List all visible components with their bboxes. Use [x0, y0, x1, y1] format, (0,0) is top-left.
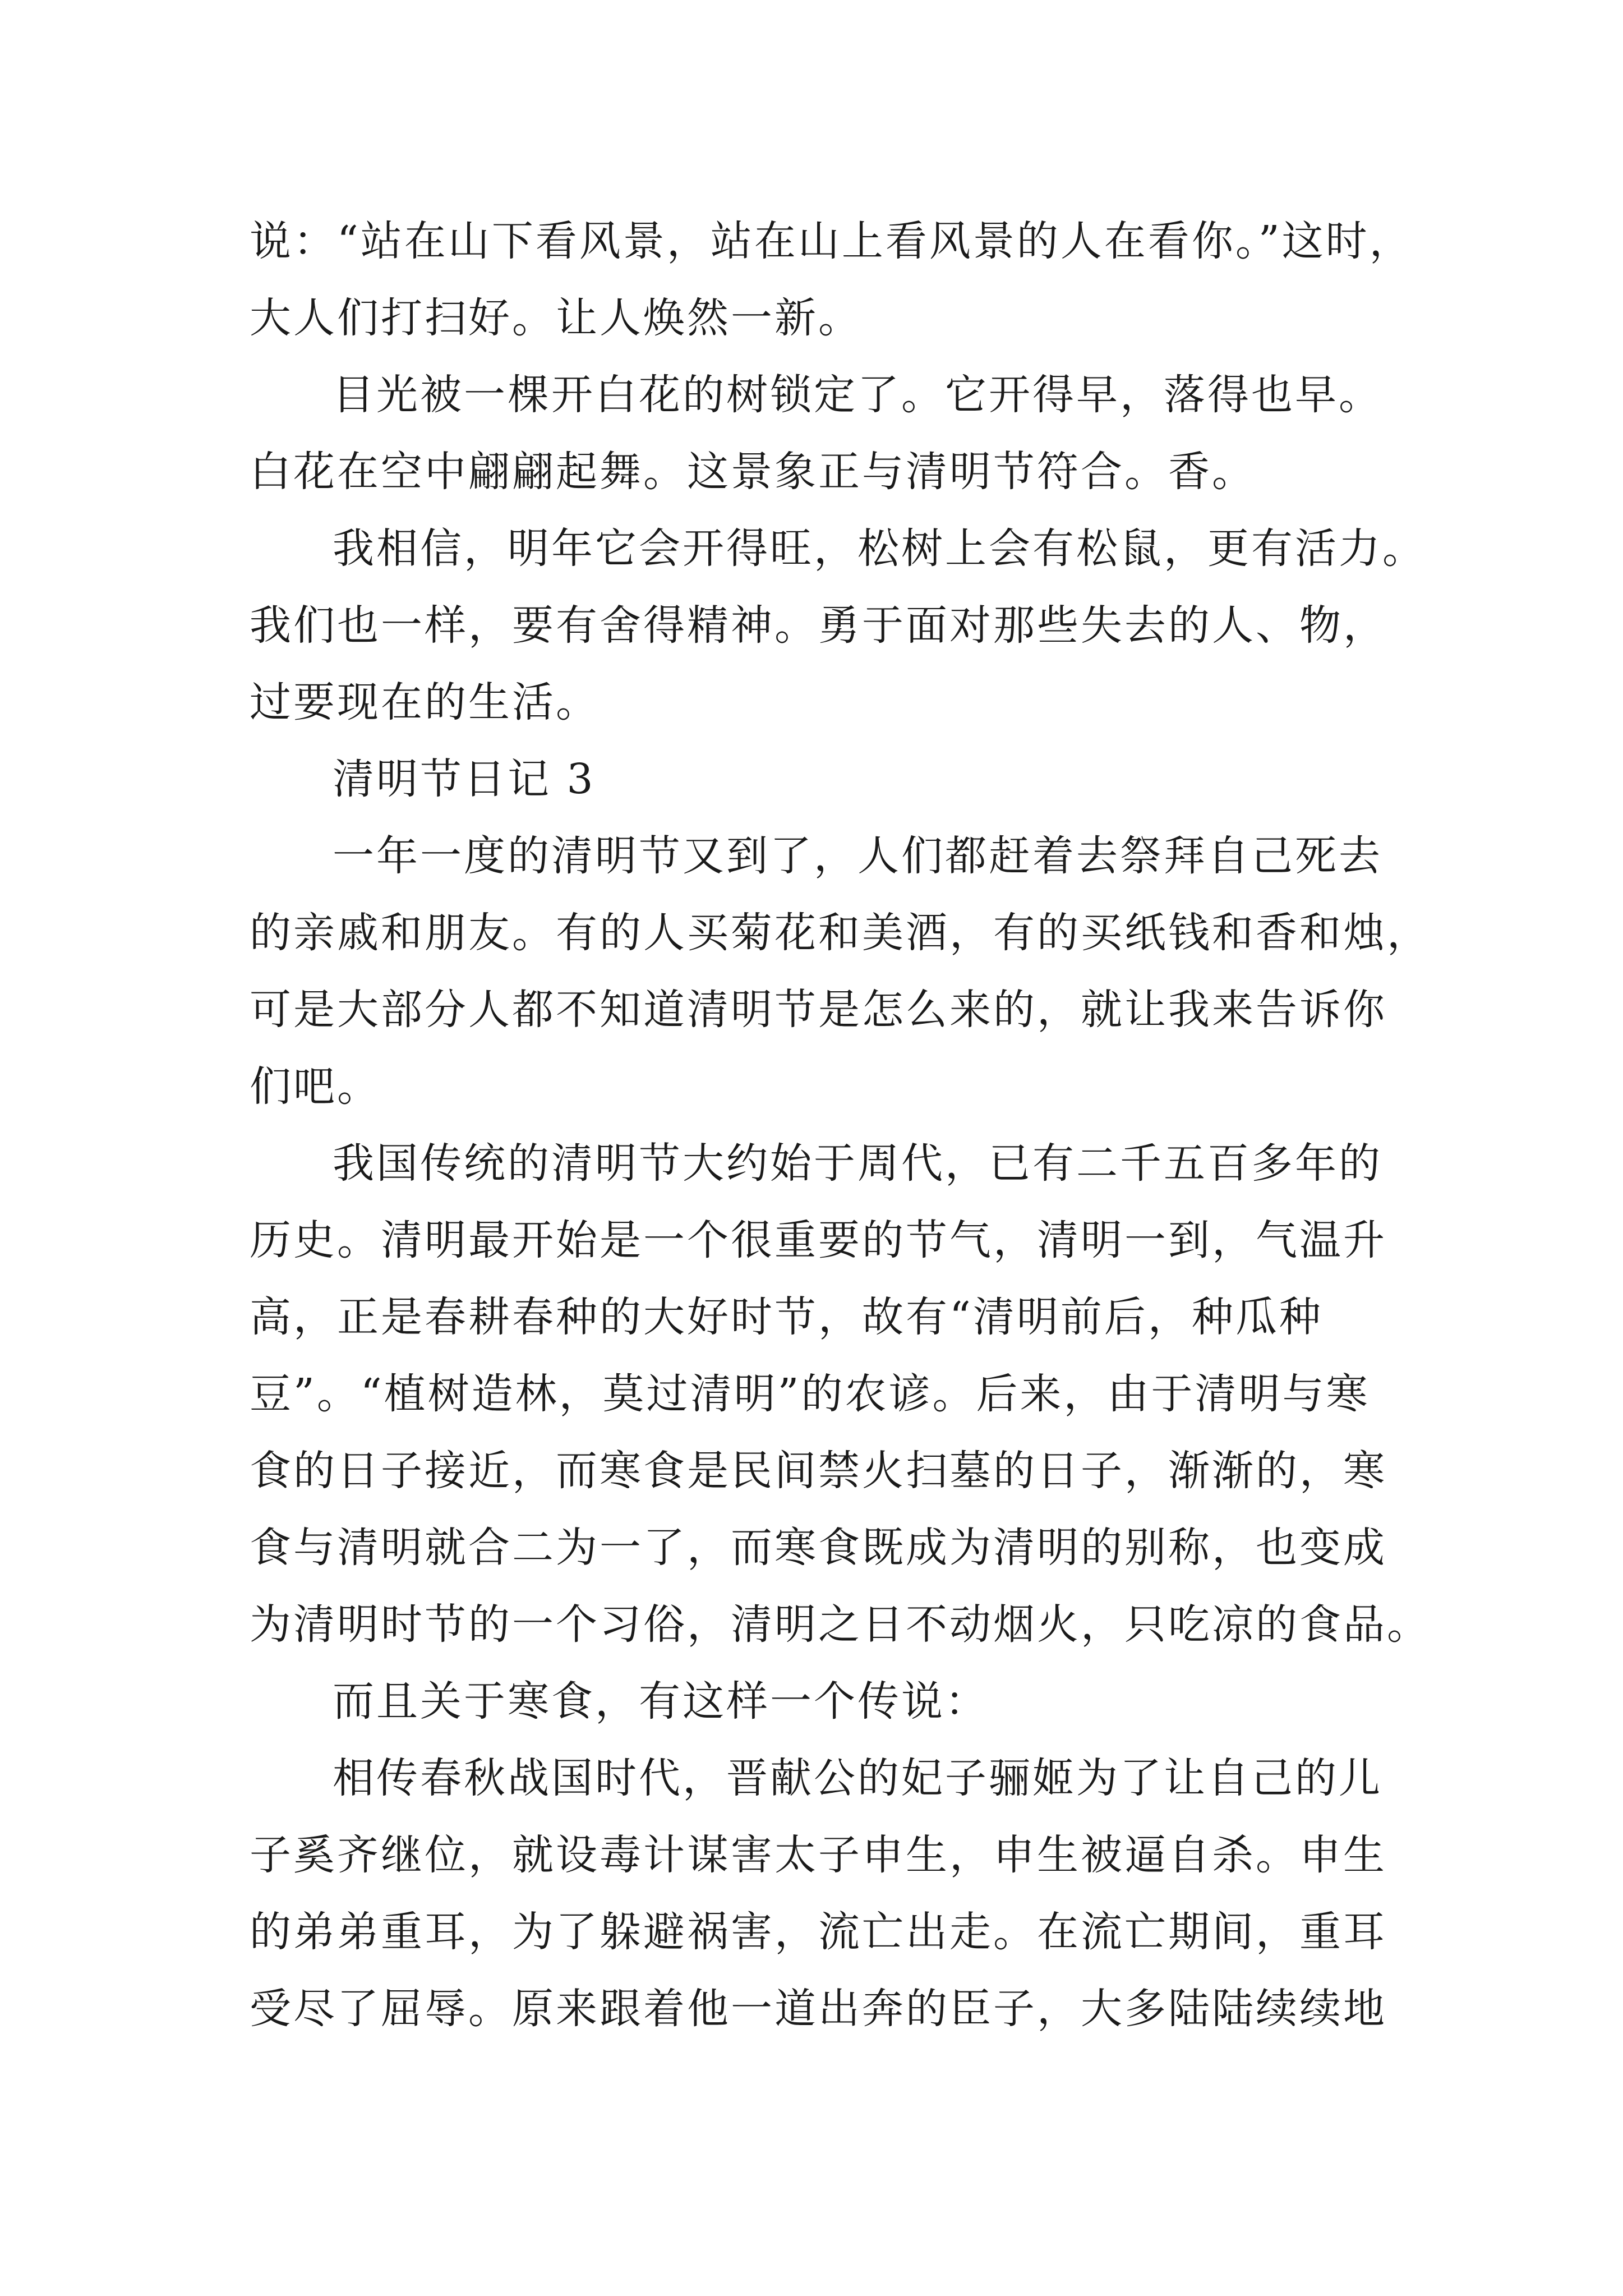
text-line: 说：“站在山下看风景，站在山上看风景的人在看你。”这时， [250, 217, 1413, 265]
text-line: 的弟弟重耳，为了躲避祸害，流亡出走。在流亡期间，重耳 [250, 1908, 1387, 1956]
text-line: 白花在空中翩翩起舞。这景象正与清明节符合。香。 [250, 448, 1256, 496]
text-line: 的亲戚和朋友。有的人买菊花和美酒，有的买纸钱和香和烛， [250, 909, 1431, 957]
text-line: 历史。清明最开始是一个很重要的节气，清明一到，气温升 [250, 1216, 1387, 1264]
text-line: 而且关于寒食，有这样一个传说： [333, 1677, 989, 1726]
text-line: 目光被一棵开白花的树锁定了。它开得早，落得也早。 [333, 371, 1382, 419]
text-line: 们吧。 [250, 1062, 381, 1111]
text-line: 相传春秋战国时代，晋献公的妃子骊姬为了让自己的儿 [333, 1754, 1382, 1802]
text-line: 过要现在的生活。 [250, 678, 600, 726]
text-line: 大人们打扫好。让人焕然一新。 [250, 294, 862, 342]
text-line: 为清明时节的一个习俗，清明之日不动烟火，只吃凉的食品。 [250, 1600, 1431, 1649]
text-line: 食与清明就合二为一了，而寒食既成为清明的别称，也变成 [250, 1524, 1387, 1572]
document-body [250, 203, 1431, 2047]
text-line: 食的日子接近，而寒食是民间禁火扫墓的日子，渐渐的，寒 [250, 1447, 1387, 1495]
text-line: 子奚齐继位，就设毒计谋害太子申生，申生被逼自杀。申生 [250, 1831, 1387, 1879]
text-line: 可是大部分人都不知道清明节是怎么来的，就让我来告诉你 [250, 986, 1387, 1034]
text-line: 我国传统的清明节大约始于周代，已有二千五百多年的 [333, 1139, 1382, 1188]
text-line: 受尽了屈辱。原来跟着他一道出奔的臣子，大多陆陆续续地 [250, 1985, 1387, 2033]
text-line: 豆”。“植树造林，莫过清明”的农谚。后来，由于清明与寒 [250, 1370, 1370, 1418]
text-line: 一年一度的清明节又到了，人们都赶着去祭拜自己死去 [333, 832, 1382, 880]
text-line: 我们也一样，要有舍得精神。勇于面对那些失去的人、物， [250, 601, 1387, 650]
section-heading: 清明节日记 3 [333, 755, 596, 803]
text-line: 高，正是春耕春种的大好时节，故有“清明前后，种瓜种 [250, 1293, 1323, 1341]
text-line: 我相信，明年它会开得旺，松树上会有松鼠，更有活力。 [333, 524, 1426, 573]
